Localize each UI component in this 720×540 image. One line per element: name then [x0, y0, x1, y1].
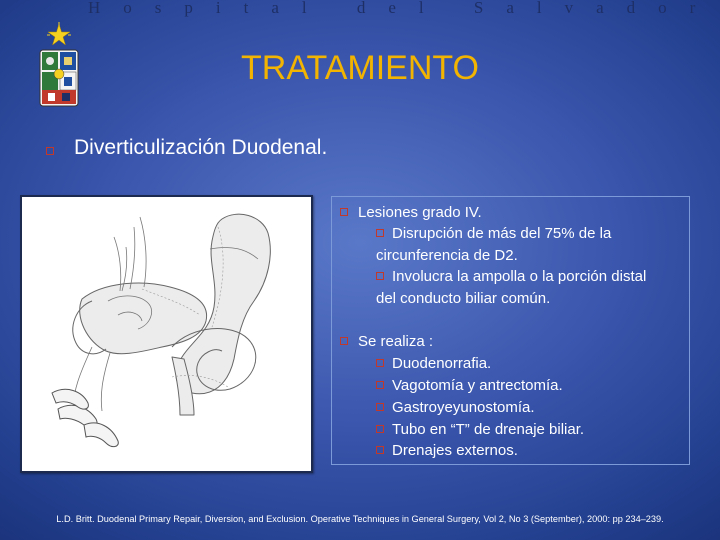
- item-text-continued: del conducto biliar común.: [376, 289, 551, 307]
- bullet-square-icon: [376, 272, 384, 280]
- bullet-square-icon: [376, 425, 384, 433]
- list-item: [376, 266, 681, 309]
- main-bullet: [46, 136, 327, 160]
- item-text: Gastroyeyunostomía.: [392, 399, 535, 416]
- bullet-square-icon: [46, 147, 54, 155]
- footer-citation: L.D. Britt. Duodenal Primary Repair, Diversion, and Exclusion. Operative Techniques in General Surgery, Vol 2, No 3 (September), 2000: pp 234–239.: [56, 514, 664, 524]
- list-item: [376, 397, 681, 419]
- item-text: Tubo en “T” de drenaje biliar.: [392, 421, 585, 438]
- list-item: [376, 353, 681, 375]
- bullet-square-icon: [376, 359, 384, 367]
- item-text: Drenajes externos.: [392, 442, 518, 459]
- slide-title: TRATAMIENTO: [241, 49, 479, 87]
- bullet-square-icon: [376, 381, 384, 389]
- group-label: Se realiza :: [358, 333, 434, 350]
- item-text: Duodenorrafia.: [392, 355, 492, 372]
- list-item: [376, 223, 681, 266]
- item-text: Disrupción de más del 75% de la: [392, 225, 612, 242]
- bullet-square-icon: [340, 208, 348, 216]
- list-item: [376, 440, 681, 462]
- surgical-illustration: [20, 195, 313, 473]
- list-item: [376, 419, 681, 441]
- bullet-square-icon: [340, 337, 348, 345]
- header-institution: Hospital del Salvador: [88, 0, 719, 17]
- list-item: [376, 375, 681, 397]
- item-text: Vagotomía y antrectomía.: [392, 377, 563, 394]
- bullet-square-icon: [376, 403, 384, 411]
- bullet-square-icon: [376, 446, 384, 454]
- duodenal-surgery-illustration: [22, 197, 311, 471]
- main-bullet-text: Diverticulización Duodenal.: [74, 136, 328, 159]
- list-item: [340, 202, 482, 223]
- item-text: Involucra la ampolla o la porción distal: [392, 268, 647, 285]
- group-label: Lesiones grado IV.: [358, 204, 482, 221]
- item-text-continued: circunferencia de D2.: [376, 246, 518, 264]
- bullet-square-icon: [376, 229, 384, 237]
- list-item: [340, 331, 433, 352]
